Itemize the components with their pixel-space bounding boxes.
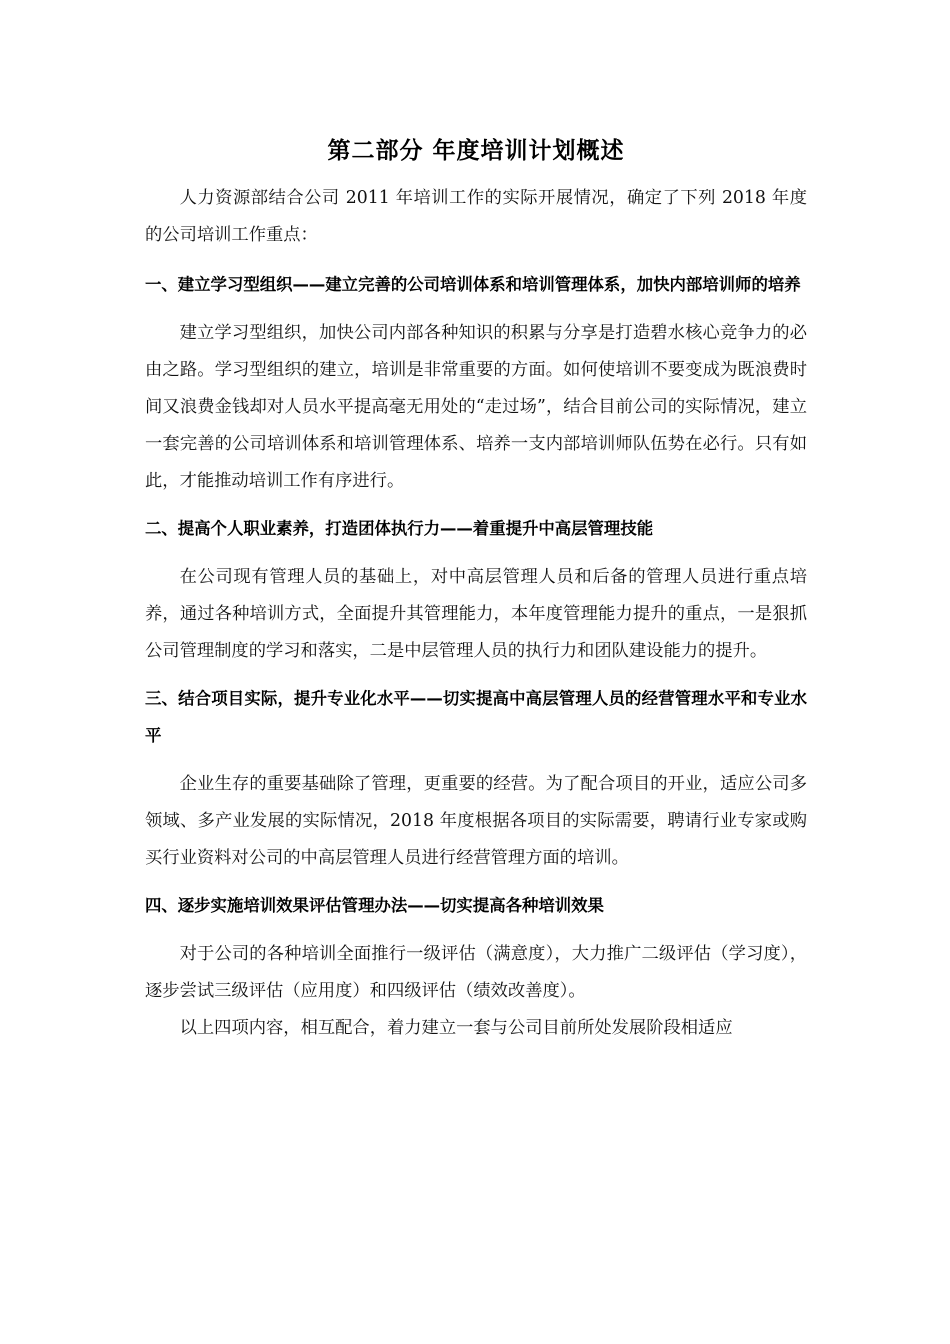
document-body bbox=[145, 134, 807, 1047]
closing-paragraph: 以上四项内容，相互配合，着力建立一套与公司目前所处发展阶段相适应 bbox=[179, 1018, 733, 1038]
section-body-3: 企业生存的重要基础除了管理，更重要的经营。为了配合项目的开业，适应公司多领域、多产业发展的实际情况，2018 年度根据各项目的实际需要，聘请行业专家或购买行业资料对公司的中高层管理人员进行经营管理方面的培训。 bbox=[145, 774, 807, 868]
section-heading-4: 四、逐步实施培训效果评估管理办法——切实提高各种培训效果 bbox=[145, 896, 604, 915]
section-heading-3: 三、结合项目实际，提升专业化水平——切实提高中高层管理人员的经营管理水平和专业水平 bbox=[145, 689, 807, 745]
section-heading-2: 二、提高个人职业素养，打造团体执行力——着重提升中高层管理技能 bbox=[145, 519, 654, 538]
intro-paragraph: 人力资源部结合公司 2011 年培训工作的实际开展情况，确定了下列 2018 年度的公司培训工作重点： bbox=[145, 188, 807, 245]
section-body-4: 对于公司的各种培训全面推行一级评估（满意度），大力推广二级评估（学习度），逐步尝试三级评估（应用度）和四级评估（绩效改善度）。 bbox=[145, 944, 807, 1001]
page-title: 第二部分 年度培训计划概述 bbox=[327, 138, 625, 164]
section-body-1: 建立学习型组织，加快公司内部各种知识的积累与分享是打造碧水核心竞争力的必由之路。学习型组织的建立，培训是非常重要的方面。如何使培训不要变成为既浪费时间又浪费金钱却对人员水平提高毫无用处的“走过场”，结合目前公司的实际情况，建立一套完善的公司培训体系和培训管理体系、培养一支内部培训师队伍势在必行。只有如此，才能推动培训工作有序进行。 bbox=[145, 323, 807, 491]
section-body-2: 在公司现有管理人员的基础上，对中高层管理人员和后备的管理人员进行重点培养，通过各种培训方式，全面提升其管理能力，本年度管理能力提升的重点，一是狠抓公司管理制度的学习和落实，二是中层管理人员的执行力和团队建设能力的提升。 bbox=[145, 567, 807, 661]
section-heading-1: 一、建立学习型组织——建立完善的公司培训体系和培训管理体系，加快内部培训师的培养 bbox=[145, 275, 801, 294]
